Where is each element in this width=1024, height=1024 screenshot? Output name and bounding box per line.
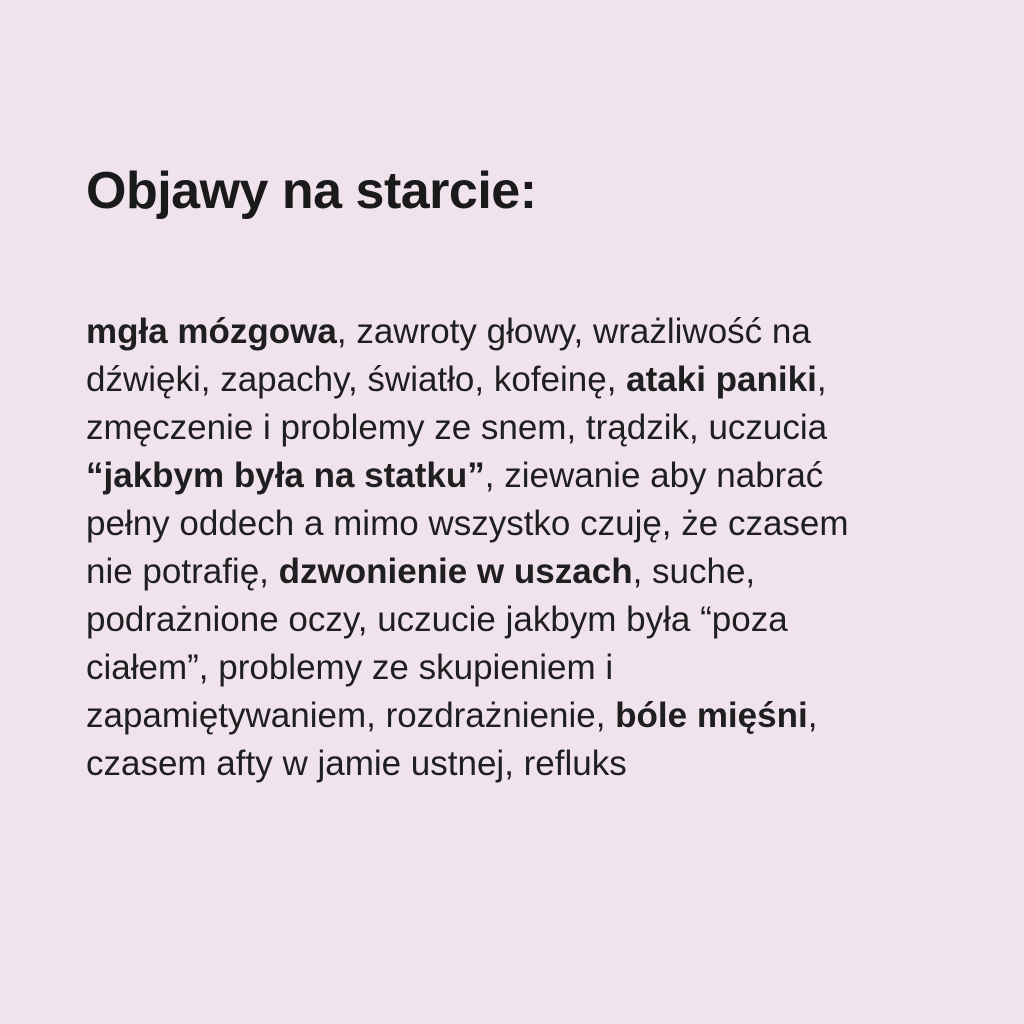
paragraph-line xyxy=(86,644,906,692)
paragraph-text: ciałem”, problemy ze skupieniem i xyxy=(86,648,614,687)
paragraph-text: , suche, xyxy=(632,552,756,591)
symptom-emphasis-text: bóle mięśni xyxy=(615,696,808,735)
paragraph-text: podrażnione oczy, uczucie jakbym była “poza xyxy=(86,600,788,639)
paragraph-line xyxy=(86,500,906,548)
symptom-emphasis-text: ataki paniki xyxy=(626,360,817,399)
symptom-emphasis-text: mgła mózgowa xyxy=(86,312,337,351)
symptom-emphasis-text: dzwonienie w uszach xyxy=(278,552,633,591)
paragraph-line xyxy=(86,308,906,356)
paragraph-text: zmęczenie i problemy ze snem, trądzik, uczucia xyxy=(86,408,828,447)
paragraph-line xyxy=(86,596,906,644)
paragraph-line xyxy=(86,692,906,740)
paragraph-text: dźwięki, zapachy, światło, kofeinę, xyxy=(86,360,627,399)
paragraph-text: zapamiętywaniem, rozdrażnienie, xyxy=(86,696,616,735)
paragraph-text: , xyxy=(807,696,818,735)
paragraph-text: pełny oddech a mimo wszystko czuję, że czasem xyxy=(86,504,849,543)
paragraph-line xyxy=(86,452,906,500)
symptom-emphasis-text: “jakbym była na statku” xyxy=(86,456,485,495)
paragraph-line xyxy=(86,548,906,596)
paragraph-text: , xyxy=(816,360,827,399)
paragraph-line xyxy=(86,404,906,452)
paragraph-text: czasem afty w jamie ustnej, refluks xyxy=(86,744,627,783)
symptoms-paragraph xyxy=(86,308,906,788)
paragraph-line xyxy=(86,356,906,404)
page-title: Objawy na starcie: xyxy=(86,162,537,220)
paragraph-text: , zawroty głowy, wrażliwość na xyxy=(336,312,811,351)
paragraph-text: nie potrafię, xyxy=(86,552,279,591)
paragraph-text: , ziewanie aby nabrać xyxy=(484,456,824,495)
paragraph-line xyxy=(86,740,906,788)
